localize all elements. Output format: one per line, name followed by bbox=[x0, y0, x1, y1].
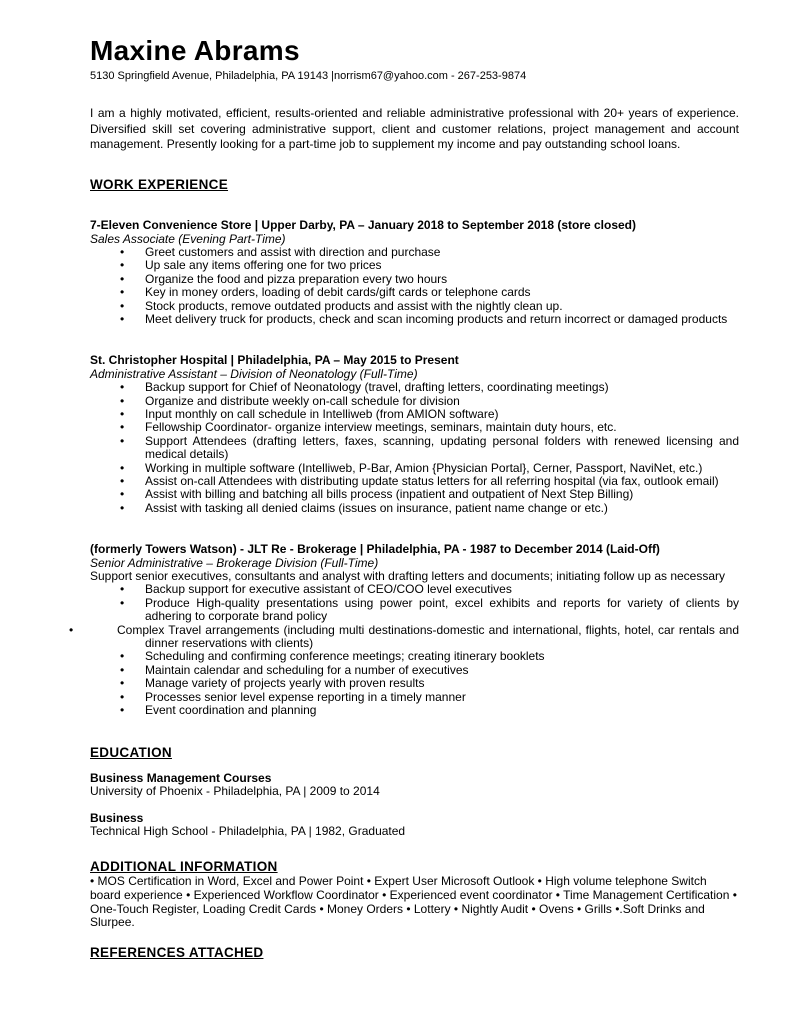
bullet-item: • Event coordination and planning bbox=[90, 704, 739, 717]
section-heading-additional-information: ADDITIONAL INFORMATION bbox=[90, 858, 278, 874]
education-title: Business bbox=[90, 810, 144, 825]
bullet-item: • Greet customers and assist with direction and purchase bbox=[90, 246, 739, 259]
education-detail: Technical High School - Philadelphia, PA | 1982, Graduated bbox=[90, 824, 406, 839]
bullet-item: • Working in multiple software (Intelliweb, P-Bar, Amion {Physician Portal}, Cerner, Passport, NaviNet, etc.) bbox=[90, 462, 739, 475]
job-entry-7-eleven bbox=[90, 219, 739, 326]
bullet-item: • Backup support for Chief of Neonatology (travel, drafting letters, coordinating meetings) bbox=[90, 381, 739, 394]
bullet-item: • Produce High-quality presentations using power point, excel exhibits and reports for variety of clients by adhering to corporate brand policy bbox=[90, 597, 739, 624]
bullet-item: • Processes senior level expense reporting in a timely manner bbox=[90, 691, 739, 704]
bullet-item: • Key in money orders, loading of debit cards/gift cards or telephone cards bbox=[90, 286, 739, 299]
education-entry bbox=[90, 812, 739, 839]
education-entry bbox=[90, 772, 739, 799]
bullet-item: • Organize and distribute weekly on-call schedule for division bbox=[90, 395, 739, 408]
section-heading-references-attached: REFERENCES ATTACHED bbox=[90, 945, 264, 961]
bullet-item: • Assist on-call Attendees with distributing update status letters for all referring hospital (via fax, outlook email) bbox=[90, 475, 739, 488]
section-heading-education: EDUCATION bbox=[90, 744, 172, 760]
job-bullet-list bbox=[90, 583, 739, 717]
job-intro-line: Support senior executives, consultants and analyst with drafting letters and documents; initiating follow up as necessary bbox=[90, 569, 726, 584]
contact-line: 5130 Springfield Avenue, Philadelphia, PA 19143 |norrism67@yahoo.com - 267-253-9874 bbox=[90, 69, 527, 82]
summary-paragraph: I am a highly motivated, efficient, results-oriented and reliable administrative professional with 20+ years of experience. Diversified skill set covering administrative support, client and customer relations, project management and account management. Presently looking for a part-time job to supplement my income and pay outstanding school loans. bbox=[90, 106, 739, 152]
job-bullet-list bbox=[90, 381, 739, 515]
job-entry-st-christopher bbox=[90, 354, 739, 515]
bullet-item: • Up sale any items offering one for two prices bbox=[90, 259, 739, 272]
bullet-item: • Support Attendees (drafting letters, faxes, scanning, updating personal folders with renewed licensing and medical details) bbox=[90, 435, 739, 462]
education-detail: University of Phoenix - Philadelphia, PA | 2009 to 2014 bbox=[90, 784, 380, 799]
bullet-item: • Maintain calendar and scheduling for a number of executives bbox=[90, 664, 739, 677]
bullet-item: • Assist with tasking all denied claims (issues on insurance, patient name change or etc.) bbox=[90, 502, 739, 515]
section-heading-work-experience: WORK EXPERIENCE bbox=[90, 176, 229, 192]
education-title: Business Management Courses bbox=[90, 770, 272, 785]
bullet-item: • Meet delivery truck for products, check and scan incoming products and return incorrect or damaged products bbox=[90, 313, 739, 326]
person-name: Maxine Abrams bbox=[90, 35, 300, 66]
bullet-item: • Assist with billing and batching all bills process (inpatient and outpatient of Next Step Billing) bbox=[90, 488, 739, 501]
bullet-item: • Complex Travel arrangements (including multi destinations-domestic and international, flights, hotel, car rentals and dinner reservations with clients) bbox=[90, 624, 739, 651]
job-title: St. Christopher Hospital | Philadelphia, PA – May 2015 to Present bbox=[90, 353, 459, 368]
job-bullet-list bbox=[90, 246, 739, 326]
bullet-item: • Fellowship Coordinator- organize interview meetings, seminars, maintain duty hours, etc. bbox=[90, 421, 739, 434]
job-title: (formerly Towers Watson) - JLT Re - Brokerage | Philadelphia, PA - 1987 to December 2014 (Laid-Off) bbox=[90, 542, 660, 557]
bullet-item: • Backup support for executive assistant of CEO/COO level executives bbox=[90, 583, 739, 596]
bullet-item: • Input monthly on call schedule in Intelliweb (from AMION software) bbox=[90, 408, 739, 421]
job-role: Senior Administrative – Brokerage Division (Full-Time) bbox=[90, 555, 379, 570]
bullet-item: • Manage variety of projects yearly with proven results bbox=[90, 677, 739, 690]
job-title: 7-Eleven Convenience Store | Upper Darby, PA – January 2018 to September 2018 (store closed) bbox=[90, 218, 637, 233]
bullet-item: • Stock products, remove outdated products and assist with the nightly clean up. bbox=[90, 300, 739, 313]
additional-information-paragraph: • MOS Certification in Word, Excel and Power Point • Expert User Microsoft Outlook • High volume telephone Switch board experience • Experienced Workflow Coordinator • Experienced event coordinator • Time Management Certification • One-Touch Register, Loading Credit Cards • Money Orders • Lottery • Nightly Audit • Ovens • Grills •.Soft Drinks and Slurpee. bbox=[90, 873, 737, 930]
bullet-item: • Scheduling and confirming conference meetings; creating itinerary booklets bbox=[90, 650, 739, 663]
job-role: Sales Associate (Evening Part-Time) bbox=[90, 231, 286, 246]
job-role: Administrative Assistant – Division of Neonatology (Full-Time) bbox=[90, 366, 418, 381]
bullet-item: • Organize the food and pizza preparation every two hours bbox=[90, 273, 739, 286]
job-entry-jlt-re bbox=[90, 543, 739, 717]
